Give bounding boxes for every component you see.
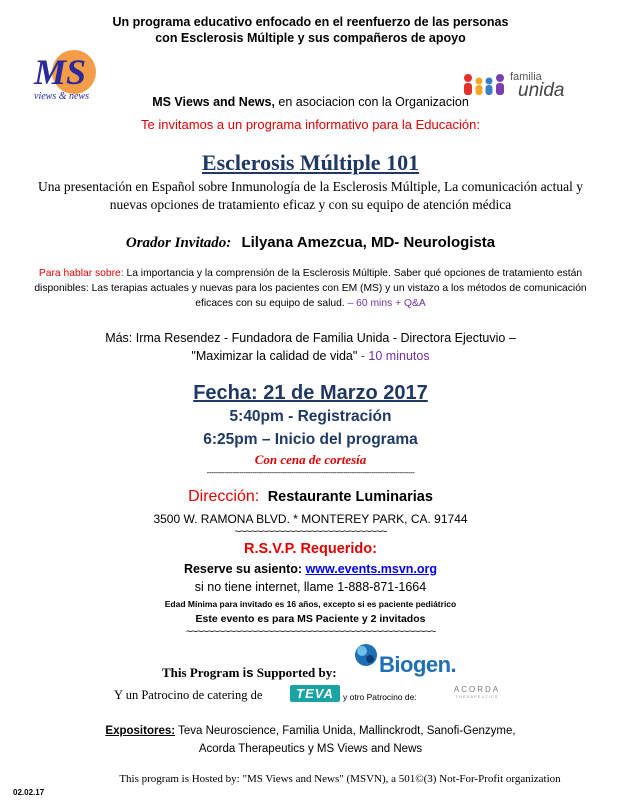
registration-time: 5:40pm - Registración: [229, 408, 392, 425]
org-name: MS Views and News,: [152, 95, 275, 109]
teva-logo: [290, 685, 340, 702]
logo-views-news-text: views & news: [34, 91, 89, 102]
tilde-divider-1: ~~~~~~~~~~~~~~~~~~~~~~~~~~~~: [234, 526, 387, 538]
mas-block: [0, 329, 621, 365]
org-rest: en asociacion con la Organizacion: [274, 95, 469, 109]
program-start-time: 6:25pm – Inicio del programa: [203, 431, 418, 448]
topics-duration: – 60 mins + Q&A: [347, 298, 426, 309]
mas-line-2: "Maximizar la calidad de vida": [191, 349, 358, 363]
guests-note: Este evento es para MS Paciente y 2 invitados: [195, 613, 426, 625]
reserve-line: [0, 562, 621, 576]
topics-line-3: eficaces con su equipo de salud.: [195, 298, 345, 309]
rsvp-phone: si no tiene internet, llame 1-888-871-1664: [194, 580, 427, 594]
mas-label: Más:: [105, 331, 133, 345]
topics-line-2: disponibles: Las terapias actuales y nuevas para los pacientes con EM (MS) y un vistazo a los métodos de comunicación: [34, 283, 587, 294]
header-line-1: Un programa educativo enfocado en el reenfuerzo de las personas: [112, 15, 509, 29]
biogen-wordmark: Biogen.: [379, 652, 457, 677]
catering-pre: Y un Patrocino de catering de: [114, 688, 263, 702]
acorda-subtitle: THERAPEUTICS: [455, 694, 499, 699]
document-code: 02.02.17: [13, 788, 45, 797]
mas-duration: 10 minutos: [368, 349, 430, 363]
catering-post: y otro Patrocino de:: [343, 692, 417, 702]
speaker-name: Lilyana Amezcua, MD- Neurologista: [241, 234, 496, 251]
biogen-sphere-icon: [353, 642, 379, 668]
exhibitors-line-1: Teva Neuroscience, Familia Unida, Mallinckrodt, Sanofi-Genzyme,: [175, 725, 516, 737]
unida-word: unida: [518, 80, 565, 101]
familia-word: familia: [510, 71, 542, 83]
rsvp-url-link[interactable]: www.events.msvn.org: [305, 562, 438, 576]
rsvp-title: R.S.V.P. Requerido:: [244, 541, 377, 557]
age-requirement: Edad Mínima para invitado es 16 años, excepto si es paciente pediátrico: [164, 599, 457, 609]
hosted-by-text: This program is Hosted by: "MS Views and News" (MSVN), a 501©(3) Not-For-Profit organization: [119, 773, 561, 785]
reserve-label: Reserve su asiento:: [183, 562, 303, 576]
address-line: [0, 488, 621, 506]
supported-text-1: This Program: [162, 665, 243, 680]
invite-line: Te invitamos a un programa informativo para la Educación:: [141, 117, 480, 132]
intro-org-line: [0, 95, 621, 109]
event-date: Fecha: 21 de Marzo 2017: [193, 382, 428, 404]
teva-wordmark: TEVA: [296, 686, 334, 701]
subtitle-line-2: nuevas opciones de tratamiento eficaz y con su equipo de atención médica: [109, 197, 512, 212]
acorda-logo: [447, 685, 507, 705]
exhibitors-line-2: Acorda Therapeutics y MS Views and News: [198, 743, 423, 755]
supported-by-text: [162, 665, 337, 681]
mas-dash: -: [357, 349, 369, 363]
dinner-note: Con cena de cortesía: [254, 452, 367, 467]
topics-label: Para hablar sobre:: [38, 268, 124, 279]
street-address: 3500 W. RAMONA BLVD. * MONTEREY PARK, CA. 91744: [153, 512, 468, 526]
speaker-line: [0, 234, 621, 252]
venue-name: Restaurante Luminarias: [267, 489, 433, 505]
event-title: Esclerosis Múltiple 101: [201, 150, 420, 175]
address-label: Dirección:: [188, 488, 260, 505]
biogen-logo: [353, 642, 463, 682]
logo-ms-text: MS: [34, 52, 87, 92]
exhibitors-label: Expositores:: [105, 725, 176, 737]
subtitle-line-1: Una presentación en Español sobre Inmunología de la Esclerosis Múltiple, La comunicación actual y: [37, 179, 584, 194]
catering-line: [114, 688, 262, 703]
topics-block: [0, 266, 621, 311]
header-tagline: [0, 14, 621, 46]
header-line-2: con Esclerosis Múltiple y sus compañeros de apoyo: [155, 31, 466, 45]
topics-line-1: La importancia y la comprensión de la Esclerosis Múltiple. Saber qué opciones de tratamiento están: [123, 268, 583, 279]
exhibitors-block: [0, 722, 621, 758]
speaker-label: Orador Invitado:: [125, 235, 232, 251]
acorda-wordmark: ACORDA: [453, 685, 501, 694]
dashed-divider: ------------------------------------------------------------------------------------------------: [206, 468, 415, 477]
supported-text-2: is: [242, 665, 254, 680]
mas-line-1: Irma Resendez - Fundadora de Familia Unida - Directora Ejectuvio –: [132, 331, 516, 345]
tilde-divider-2: ~~~~~~~~~~~~~~~~~~~~~~~~~~~~~~~~~~~~~~~~~~~~~~: [185, 626, 436, 638]
event-subtitle: [0, 178, 621, 214]
supported-text-3: Supported by:: [253, 665, 337, 680]
